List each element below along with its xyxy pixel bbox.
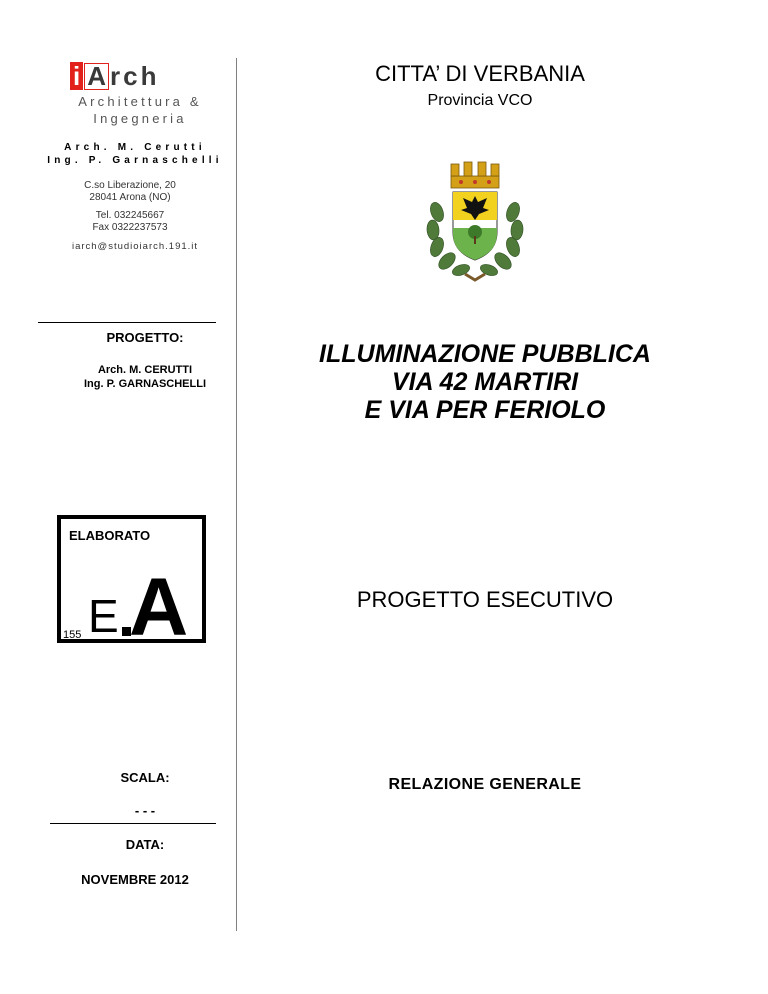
elaborato-box [57,515,206,653]
separator-line [38,322,216,323]
author-1: Arch. M. CERUTTI [97,364,193,376]
studio-name-1: Arch. M. Cerutti [64,142,206,153]
elaborato-letter-e: E [88,590,119,642]
studio-address-1: C.so Liberazione, 20 [84,180,176,191]
elaborato-number: 155 [63,629,82,641]
project-title-line-1: ILLUMINAZIONE PUBBLICA [319,340,651,368]
project-title-line-2: VIA 42 MARTIRI [391,368,579,396]
data-label: DATA: [125,837,165,852]
logo-a: A [84,63,109,90]
scala-value: - - - [134,803,156,818]
studio-name-2: Ing. P. Garnaschelli [47,155,223,166]
scala-label: SCALA: [120,770,170,785]
document-title: RELAZIONE GENERALE [388,776,582,793]
iarch-logo [70,60,159,90]
elaborato-label: ELABORATO [69,528,151,543]
logo-i: i [70,62,83,90]
studio-email: iarch@studioiarch.191.it [71,241,199,252]
project-title [290,340,680,424]
logo-rch: rch [110,61,160,91]
author-2: Ing. P. GARNASCHELLI [83,378,207,390]
studio-address-2: 28041 Arona (NO) [89,192,171,203]
city-title: CITTA’ DI VERBANIA [375,61,585,86]
coat-of-arms-icon [415,150,535,285]
progetto-label: PROGETTO: [106,330,184,345]
project-title-line-3: E VIA PER FERIOLO [364,396,606,424]
column-divider [236,58,237,931]
separator-line-2 [50,823,216,824]
studio-subtitle-line2: Ingegneria [93,111,187,126]
province: Provincia VCO [427,92,533,109]
project-phase: PROGETTO ESECUTIVO [356,587,614,612]
data-value: NOVEMBRE 2012 [81,872,189,887]
elaborato-letter-a: A [129,562,189,653]
studio-tel: Tel. 032245667 [95,210,165,221]
studio-fax: Fax 0322237573 [92,222,168,233]
studio-subtitle-line1: Architettura & [78,94,202,109]
